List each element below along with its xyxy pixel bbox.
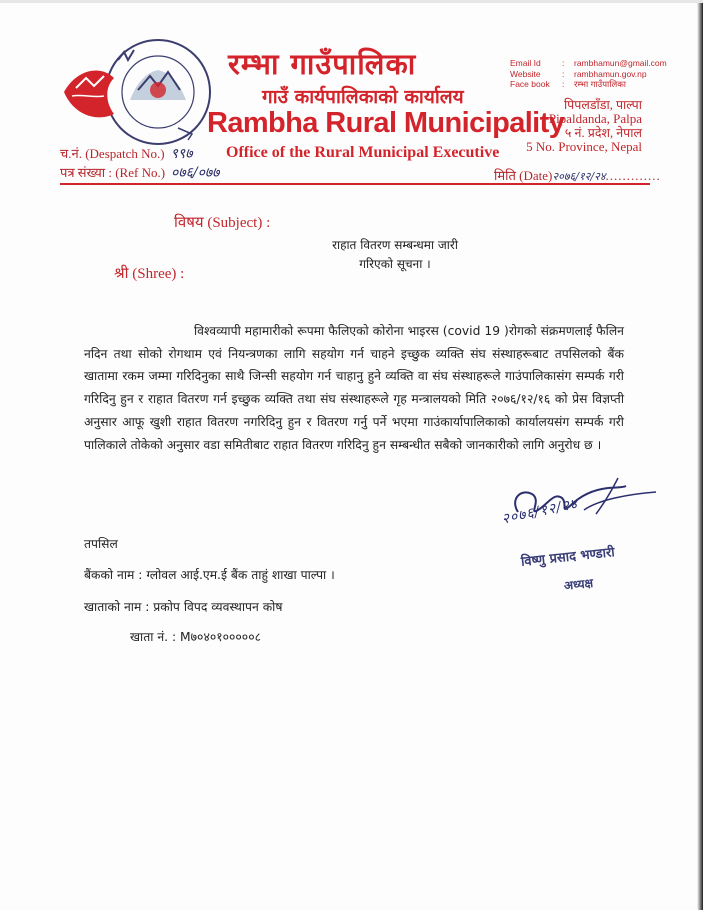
ref-label: पत्र संख्या : (Ref No.) bbox=[60, 165, 166, 180]
contact-value: रम्भा गाउँपालिका bbox=[574, 79, 626, 89]
date-value: २०७६/१२/२४ bbox=[552, 170, 606, 183]
scan-edge bbox=[697, 0, 703, 910]
address-line: पिपलडाँडा, पाल्पा bbox=[563, 98, 642, 112]
bank-name-line: बैंकको नाम : ग्लोवल आई.एम.ई बैंक ताहुं शाखा पाल्पा । bbox=[84, 568, 335, 582]
contact-facebook: Face book : रम्भा गाउँपालिका bbox=[510, 79, 626, 89]
header-divider bbox=[60, 183, 650, 185]
account-number-line: खाता नं. : M७०४०१०००००८ bbox=[130, 630, 261, 644]
date-dots: ............. bbox=[605, 168, 661, 183]
dispatch-label: च.नं. (Despatch No.) bbox=[60, 146, 165, 161]
address-line: Pipaldanda, Palpa bbox=[548, 111, 642, 126]
account-name-line: खाताको नाम : प्रकोप विपद व्यवस्थापन कोष bbox=[84, 600, 283, 614]
ref-value: ०७६/०७७ bbox=[171, 165, 220, 181]
contact-label: Face book bbox=[510, 79, 550, 89]
letter-date bbox=[494, 166, 661, 184]
subject-label: विषय (Subject) : bbox=[174, 215, 271, 231]
reference-number bbox=[60, 163, 219, 182]
municipality-name-nepali: रम्भा गाउँपालिका bbox=[228, 47, 417, 81]
annex-label: तपसिल bbox=[84, 537, 118, 551]
municipality-name-english: Rambha Rural Municipality bbox=[207, 107, 565, 139]
municipality-emblem-logo bbox=[58, 30, 218, 150]
contact-label: Website bbox=[510, 68, 541, 79]
subject-line: गरिएको सूचना । bbox=[359, 257, 431, 271]
subject-line: राहात वितरण सम्बन्धमा जारी bbox=[332, 238, 458, 252]
contact-website: Website : rambhamun.gov.np bbox=[510, 68, 647, 79]
scan-edge-top bbox=[0, 0, 703, 3]
dispatch-value: ९९७ bbox=[170, 146, 193, 162]
letter-body: विश्वव्यापी महामारीको रूपमा फैलिएको कोरोना भाइरस (covid 19 )रोगको संक्रमणलाई फैलिन नदिन तथा सोको रोगथाम एवं नियन्त्रणका लागि सहयोग गर्न चाहने इच्छुक व्यक्ति संघ संस्थाहरूबाट तपसिलको बैंक खातामा रकम जम्मा गरिदिनुका साथै जिन्सी सहयोग गर्न चाहानु हुने व्यक्ति वा संघ संस्थाहरूले गाउंपालिकासंग सम्पर्क गरी गरिदिनु हुन र राहात वितरण गर्न इच्छुक व्यक्ति तथा संघ संस्थाहरूले गृह मन्त्रालयको मिति २०७६/१२/१६ को प्रेस विज्ञप्ती अनुसार आफू खुशी राहात वितरण नगरिदिनु हुन र वितरण गर्नु पर्ने भएमा गाउंकार्यापालिकाको कार्यालयसंग सम्पर्क गरी पालिकाले तोकेको अनुसार वडा समितीबाट राहात वितरण गरिदिनु हुन सम्बन्धीत सबैको जानकारीको लागि अनुरोध छ । bbox=[84, 324, 624, 452]
contact-value: rambhamun.gov.np bbox=[574, 68, 647, 79]
contact-label: Email Id bbox=[510, 58, 541, 68]
signer-title-stamp: अध्यक्ष bbox=[563, 575, 594, 593]
signature-date: २०७६/१२/२४ bbox=[500, 495, 580, 528]
shree-label: श्री (Shree) : bbox=[114, 266, 185, 282]
office-name-english: Office of the Rural Municipal Executive bbox=[226, 144, 500, 161]
subject-text bbox=[300, 236, 490, 274]
signer-name-stamp: विष्णु प्रसाद भण्डारी bbox=[520, 545, 616, 570]
contact-block bbox=[510, 58, 667, 90]
address-line: ५ नं. प्रदेश, नेपाल bbox=[564, 126, 642, 140]
address-block bbox=[526, 98, 642, 154]
address-line: 5 No. Province, Nepal bbox=[526, 139, 642, 154]
date-label: मिति (Date) bbox=[494, 168, 553, 183]
office-name-nepali: गाउँ कार्यपालिकाको कार्यालय bbox=[262, 86, 464, 108]
dispatch-number bbox=[60, 144, 192, 163]
contact-email: Email Id : rambhamun@gmail.com bbox=[510, 58, 667, 68]
contact-value: rambhamun@gmail.com bbox=[574, 58, 667, 68]
